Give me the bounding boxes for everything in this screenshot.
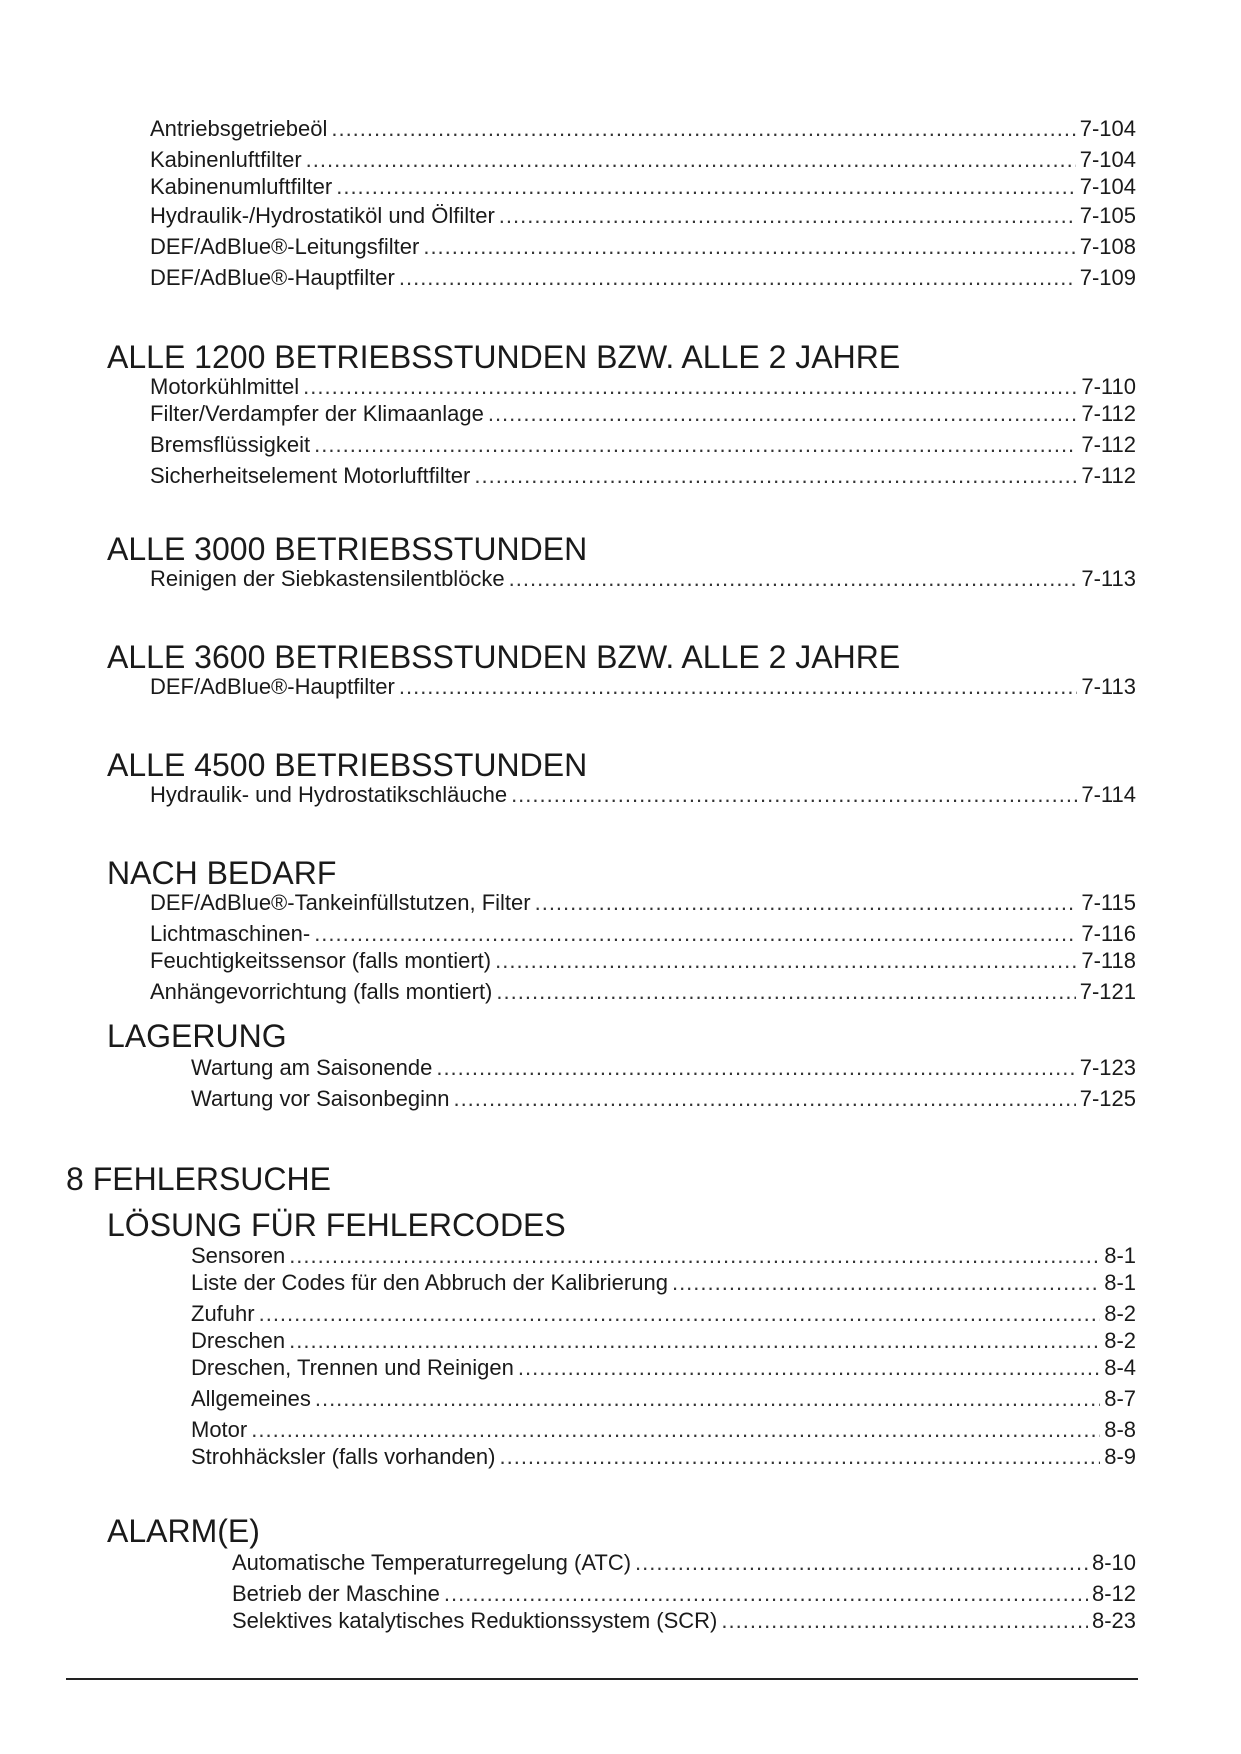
toc-entry xyxy=(191,1243,1136,1269)
toc-leader xyxy=(672,1270,1100,1296)
toc-leader xyxy=(509,566,1078,592)
toc-entry-title: Wartung vor Saisonbeginn xyxy=(191,1086,450,1111)
toc-entry-page: 8-7 xyxy=(1104,1386,1136,1411)
toc-leader xyxy=(495,948,1077,974)
toc-leader xyxy=(453,1086,1075,1112)
toc-entry-title: Hydraulik-/Hydrostatiköl und Ölfilter xyxy=(150,203,495,228)
toc-entry-page: 7-110 xyxy=(1081,374,1136,399)
toc-entry-page: 7-104 xyxy=(1079,147,1136,172)
toc-leader xyxy=(488,401,1078,427)
toc-entry-title: Kabinenluftfilter xyxy=(150,147,302,172)
toc-entry xyxy=(150,234,1136,260)
toc-entry-page: 8-12 xyxy=(1091,1581,1136,1606)
toc-leader xyxy=(289,1328,1100,1354)
toc-entry xyxy=(150,374,1136,400)
toc-entry-title: Wartung am Saisonende xyxy=(191,1055,433,1080)
toc-entry-title: Liste der Codes für den Abbruch der Kalibrierung xyxy=(191,1270,668,1295)
section-heading: ALLE 1200 BETRIEBSSTUNDEN BZW. ALLE 2 JAHRE xyxy=(107,339,901,375)
toc-entry-page: 7-118 xyxy=(1081,948,1136,973)
toc-entry-title: Hydraulik- und Hydrostatikschläuche xyxy=(150,782,508,807)
toc-entry-title: Betrieb der Maschine xyxy=(232,1581,440,1606)
toc-entry-page: 7-113 xyxy=(1081,566,1136,591)
toc-entry-page: 7-114 xyxy=(1081,782,1136,807)
toc-entry xyxy=(232,1550,1136,1576)
toc-entry-page: 8-1 xyxy=(1104,1270,1136,1295)
toc-leader xyxy=(306,147,1076,173)
toc-leader xyxy=(336,174,1076,200)
toc-entry xyxy=(150,265,1136,291)
toc-entry xyxy=(150,674,1136,700)
toc-leader xyxy=(499,203,1076,229)
toc-entry-title: DEF/AdBlue®-Leitungsfilter xyxy=(150,234,420,259)
toc-entry-title: Feuchtigkeitssensor (falls montiert) xyxy=(150,948,492,973)
toc-entry-page: 7-112 xyxy=(1081,432,1136,457)
toc-leader xyxy=(399,265,1076,291)
toc-leader xyxy=(499,1444,1100,1470)
toc-entry xyxy=(150,432,1136,458)
toc-entry xyxy=(150,890,1136,916)
toc-leader xyxy=(399,674,1078,700)
toc-entry xyxy=(150,782,1136,808)
toc-leader xyxy=(331,116,1075,142)
toc-entry-title: DEF/AdBlue®-Hauptfilter xyxy=(150,674,395,699)
toc-entry-title: Reinigen der Siebkastensilentblöcke xyxy=(150,566,505,591)
section-heading: ALLE 3600 BETRIEBSSTUNDEN BZW. ALLE 2 JAHRE xyxy=(107,639,901,675)
toc-entry-page: 7-112 xyxy=(1081,463,1136,488)
toc-entry-page: 7-109 xyxy=(1079,265,1136,290)
toc-leader xyxy=(721,1608,1088,1634)
toc-entry xyxy=(191,1355,1136,1381)
toc-leader xyxy=(289,1243,1100,1269)
toc-entry-page: 8-1 xyxy=(1104,1243,1136,1268)
toc-leader xyxy=(259,1301,1101,1327)
toc-entry-title: Zufuhr xyxy=(191,1301,255,1326)
toc-entry-title: Kabinenumluftfilter xyxy=(150,174,333,199)
toc-entry-page: 7-104 xyxy=(1079,116,1136,141)
toc-entry-page: 8-23 xyxy=(1091,1608,1136,1633)
toc-entry xyxy=(191,1301,1136,1327)
toc-entry-title: Dreschen, Trennen und Reinigen xyxy=(191,1355,514,1380)
toc-entry-title: Automatische Temperaturregelung (ATC) xyxy=(232,1550,632,1575)
toc-entry-title: Sensoren xyxy=(191,1243,286,1268)
toc-entry-page: 7-121 xyxy=(1079,979,1136,1004)
toc-entry-title: Lichtmaschinen- xyxy=(150,921,311,946)
toc-leader xyxy=(511,782,1077,808)
toc-entry-page: 7-112 xyxy=(1081,401,1136,426)
toc-leader xyxy=(535,890,1078,916)
toc-entry-title: Anhängevorrichtung (falls montiert) xyxy=(150,979,493,1004)
toc-entry xyxy=(150,948,1136,974)
toc-entry-page: 7-104 xyxy=(1079,174,1136,199)
toc-entry xyxy=(150,116,1136,142)
toc-entry-title: DEF/AdBlue®-Tankeinfüllstutzen, Filter xyxy=(150,890,531,915)
toc-entry-page: 7-105 xyxy=(1079,203,1136,228)
toc-entry xyxy=(191,1386,1136,1412)
section-heading: ALARM(E) xyxy=(107,1513,260,1549)
section-heading: LAGERUNG xyxy=(107,1018,287,1054)
toc-entry xyxy=(191,1086,1136,1112)
toc-leader xyxy=(251,1417,1100,1443)
toc-entry xyxy=(150,979,1136,1005)
toc-leader xyxy=(496,979,1075,1005)
toc-entry xyxy=(150,401,1136,427)
toc-entry-title: Strohhäcksler (falls vorhanden) xyxy=(191,1444,496,1469)
toc-entry xyxy=(232,1608,1136,1634)
toc-entry-page: 8-4 xyxy=(1104,1355,1136,1380)
toc-leader xyxy=(474,463,1077,489)
toc-entry-title: Sicherheitselement Motorluftfilter xyxy=(150,463,471,488)
toc-leader xyxy=(436,1055,1075,1081)
section-heading: ALLE 4500 BETRIEBSSTUNDEN xyxy=(107,747,588,783)
toc-entry xyxy=(191,1270,1136,1296)
toc-leader xyxy=(315,1386,1100,1412)
section-heading: LÖSUNG FÜR FEHLERCODES xyxy=(107,1207,566,1243)
toc-entry xyxy=(191,1444,1136,1470)
toc-entry xyxy=(150,147,1136,173)
toc-entry-title: Filter/Verdampfer der Klimaanlage xyxy=(150,401,484,426)
toc-entry-page: 7-123 xyxy=(1079,1055,1136,1080)
toc-entry-title: Antriebsgetriebeöl xyxy=(150,116,328,141)
toc-entry xyxy=(191,1417,1136,1443)
toc-entry xyxy=(150,174,1136,200)
toc-entry-page: 7-108 xyxy=(1079,234,1136,259)
toc-entry-page: 8-10 xyxy=(1091,1550,1136,1575)
toc-leader xyxy=(635,1550,1088,1576)
toc-leader xyxy=(444,1581,1088,1607)
toc-entry-page: 8-8 xyxy=(1104,1417,1136,1442)
toc-entry-page: 7-125 xyxy=(1079,1086,1136,1111)
section-heading: NACH BEDARF xyxy=(107,855,337,891)
toc-leader xyxy=(314,921,1077,947)
bottom-rule xyxy=(66,1678,1138,1680)
toc-leader xyxy=(303,374,1077,400)
toc-entry xyxy=(150,921,1136,947)
toc-entry-page: 8-2 xyxy=(1104,1328,1136,1353)
toc-entry xyxy=(191,1328,1136,1354)
toc-entry-page: 8-2 xyxy=(1104,1301,1136,1326)
toc-entry-page: 7-115 xyxy=(1081,890,1136,915)
toc-entry-page: 7-113 xyxy=(1081,674,1136,699)
toc-entry xyxy=(150,463,1136,489)
toc-leader xyxy=(518,1355,1100,1381)
chapter-heading: 8 FEHLERSUCHE xyxy=(66,1161,331,1197)
toc-leader xyxy=(314,432,1077,458)
toc-entry-page: 7-116 xyxy=(1081,921,1136,946)
toc-entry-title: Selektives katalytisches Reduktionssystem (SCR) xyxy=(232,1608,718,1633)
toc-leader xyxy=(423,234,1075,260)
toc-entry xyxy=(191,1055,1136,1081)
toc-entry xyxy=(232,1581,1136,1607)
toc-entry-title: Motor xyxy=(191,1417,248,1442)
toc-entry xyxy=(150,203,1136,229)
toc-entry-title: Dreschen xyxy=(191,1328,286,1353)
toc-entry-page: 8-9 xyxy=(1104,1444,1136,1469)
toc-entry-title: Bremsflüssigkeit xyxy=(150,432,311,457)
toc-entry xyxy=(150,566,1136,592)
section-heading: ALLE 3000 BETRIEBSSTUNDEN xyxy=(107,531,588,567)
toc-entry-title: Allgemeines xyxy=(191,1386,311,1411)
toc-entry-title: Motorkühlmittel xyxy=(150,374,300,399)
toc-entry-title: DEF/AdBlue®-Hauptfilter xyxy=(150,265,395,290)
